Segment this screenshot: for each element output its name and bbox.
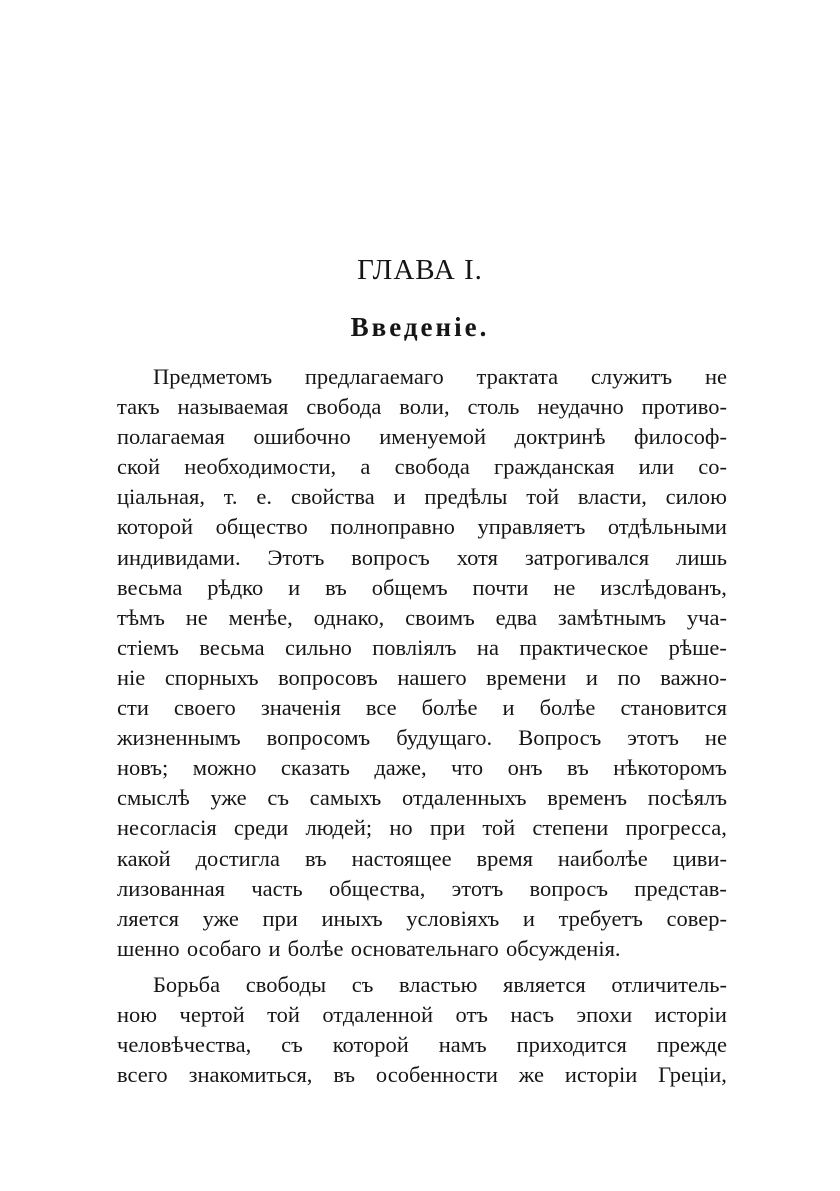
paragraph (117, 362, 727, 964)
text-line: новъ; можно сказать даже, что онъ въ нѣкоторомъ (117, 755, 727, 781)
text-line: Предметомъ предлагаемаго трактата служитъ не (153, 364, 727, 389)
text-line: индивидами. Этотъ вопросъ хотя затрогивался лишь (117, 544, 727, 570)
text-line: тѣмъ не менѣе, однако, своимъ едва замѣтнымъ уча- (117, 604, 727, 630)
body-text (117, 362, 727, 1090)
text-line: всего знакомиться, въ особенности же исторiи Грецiи, (117, 1062, 727, 1088)
text-line: цiальная, т. е. свойства и предѣлы той власти, силою (117, 484, 727, 510)
text-line: нiе спорныхъ вопросовъ нашего времени и по важно- (117, 664, 727, 690)
text-line: ляется уже при иныхъ условiяхъ и требуетъ совер- (117, 905, 727, 931)
text-line: Борьба свободы съ властью является отличитель- (153, 971, 727, 997)
chapter-title: ГЛАВА I. (357, 254, 483, 286)
text-line: смыслѣ уже съ самыхъ отдаленныхъ временъ посѣялъ (117, 785, 727, 811)
text-line: лизованная часть общества, этотъ вопросъ представ- (117, 875, 727, 901)
text-line: стiемъ весьма сильно повлiялъ на практическое рѣше- (117, 634, 727, 660)
text-line: какой достигла въ настоящее время наиболѣе циви- (117, 845, 727, 871)
text-line: весьма рѣдко и въ общемъ почти не изслѣдованъ, (117, 574, 727, 600)
text-line: человѣчества, съ которой намъ приходится прежде (117, 1032, 727, 1058)
text-line: такъ называемая свобода воли, столь неудачно противо- (117, 394, 727, 420)
text-line: ною чертой той отдаленной отъ насъ эпохи исторiи (117, 1001, 727, 1027)
text-line: несогласiя среди людей; но при той степени прогресса, (117, 815, 727, 841)
text-line: которой общество полноправно управляетъ отдѣльными (117, 514, 727, 540)
paragraph (117, 970, 727, 1090)
text-line: сти своего значенiя все болѣе и болѣе становится (117, 695, 727, 721)
section-title: Введенiе. (350, 312, 490, 342)
text-line: жизненнымъ вопросомъ будущаго. Вопросъ этотъ не (117, 725, 727, 751)
text-line: ской необходимости, а свобода гражданская или со- (117, 454, 727, 480)
text-line: полагаемая ошибочно именуемой доктринѣ философ- (117, 424, 727, 450)
text-line: шенно особаго и болѣе основательнаго обсужденiя. (117, 935, 621, 961)
